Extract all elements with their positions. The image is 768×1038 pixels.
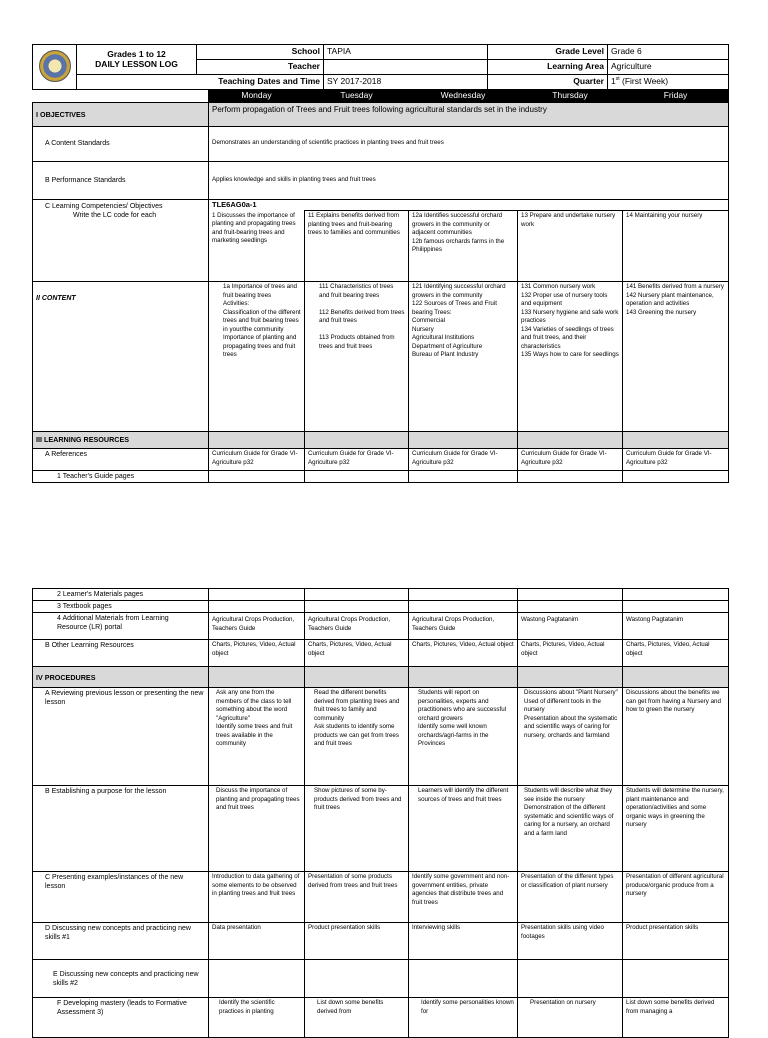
learners-materials-monday [209, 589, 305, 601]
objectives-row [33, 102, 729, 126]
quarter-value [608, 75, 729, 90]
reference-thursday: Curriculum Guide for Grade VI-Agriculture p32 [518, 449, 623, 471]
teacher-value [324, 60, 488, 75]
reference-friday: Curriculum Guide for Grade VI-Agriculture p32 [623, 449, 729, 471]
deped-seal-logo [39, 50, 71, 82]
procedures-wednesday [409, 667, 518, 688]
content-monday: 1a Importance of trees and fruit bearing trees Activities: Classification of the different trees and fruit bearing trees in your/the community Importance of planting and propagating trees and fruit trees [209, 282, 305, 432]
teaching-dates-value: SY 2017-2018 [324, 75, 488, 90]
day-thursday: Thursday [518, 90, 623, 103]
discuss-1-monday: Data presentation [209, 923, 305, 960]
procedures-thursday [518, 667, 623, 688]
day-header-row [33, 90, 729, 103]
examples-row [33, 872, 729, 923]
day-wednesday: Wednesday [409, 90, 518, 103]
performance-standards-text: Applies knowledge and skills in planting trees and fruit trees [209, 161, 729, 199]
textbook-row [33, 601, 729, 613]
competency-thursday: 13 Prepare and undertake nursery work [518, 211, 623, 282]
competency-friday: 14 Maintaining your nursery [623, 211, 729, 282]
content-standards-row [33, 126, 729, 161]
teachers-guide-label: 1 Teacher's Guide pages [33, 471, 209, 483]
purpose-label: B Establishing a purpose for the lesson [33, 786, 209, 872]
discuss-2-monday [209, 960, 305, 998]
resources-label: III LEARNING RESOURCES [33, 432, 209, 449]
quarter-ordinal: st [615, 76, 620, 83]
title-line-1: Grades 1 to 12 [107, 48, 166, 59]
content-standards-label: A Content Standards [33, 126, 209, 161]
examples-thursday: Presentation of the different types or classification of plant nursery [518, 872, 623, 923]
examples-friday: Presentation of different agricultural produce/organic produce from a nursery [623, 872, 729, 923]
discuss-2-friday [623, 960, 729, 998]
procedures-label: IV PROCEDURES [33, 667, 209, 688]
discuss-2-label: E Discussing new concepts and practicing new skills #2 [33, 960, 209, 998]
other-tuesday: Charts, Pictures, Video, Actual object [305, 640, 409, 667]
teachers-guide-wednesday [409, 471, 518, 483]
learning-area-value: Agriculture [608, 60, 729, 75]
textbook-label: 3 Textbook pages [33, 601, 209, 613]
mastery-wednesday: Identify some personalities known for [409, 998, 518, 1038]
review-thursday: Discussions about "Plant Nursery" Used of different tools in the nursery Presentation about the systematic and scientific ways of caring for nursery, orchards and farmland [518, 688, 623, 786]
textbook-monday [209, 601, 305, 613]
procedures-row [33, 667, 729, 688]
review-tuesday: Read the different benefits derived from planting trees and fruit trees to family and community Ask students to identify some products we can get from trees and fruit trees [305, 688, 409, 786]
purpose-row [33, 786, 729, 872]
lesson-log-page-1 [32, 89, 729, 483]
day-monday: Monday [209, 90, 305, 103]
day-tuesday: Tuesday [305, 90, 409, 103]
competencies-label [33, 199, 209, 281]
content-friday: 141 Benefits derived from a nursery 142 Nursery plant maintenance, operation and activities 143 Greening the nursery [623, 282, 729, 432]
other-friday: Charts, Pictures, Video, Actual object [623, 640, 729, 667]
lesson-log-header [32, 44, 729, 90]
learners-materials-label: 2 Learner's Materials pages [33, 589, 209, 601]
competency-wednesday: 12a Identifies successful orchard growers in the community or adjacent communities 12b famous orchards farms in the Philippines [409, 211, 518, 282]
quarter-number: 1 [611, 76, 616, 87]
grade-level-label: Grade Level [488, 45, 608, 60]
quarter-week: (First Week) [619, 76, 669, 87]
teachers-guide-row [33, 471, 729, 483]
mastery-monday: Identify the scientific practices in planting [209, 998, 305, 1038]
additional-friday: Wastong Pagtatanim [623, 613, 729, 640]
additional-materials-label: 4 Additional Materials from Learning Resource (LR) portal [33, 613, 209, 640]
textbook-tuesday [305, 601, 409, 613]
discuss-2-wednesday [409, 960, 518, 998]
learners-materials-wednesday [409, 589, 518, 601]
purpose-thursday: Students will describe what they see inside the nursery Demonstration of the different systematic and scientific ways of caring for a nursery, an orchard and a farm land [518, 786, 623, 872]
examples-monday: Introduction to data gathering of some elements to be observed in planting trees and fruit trees [209, 872, 305, 923]
performance-standards-row [33, 161, 729, 199]
teacher-label: Teacher [197, 60, 324, 75]
resources-row [33, 432, 729, 449]
examples-tuesday: Presentation of some products derived from trees and fruit trees [305, 872, 409, 923]
teachers-guide-monday [209, 471, 305, 483]
review-wednesday: Students will report on personalities, experts and practitioners who are successful orchard growers Identify some well known orchards/agri-farms in the Provinces [409, 688, 518, 786]
school-label: School [197, 45, 324, 60]
resources-wednesday [409, 432, 518, 449]
additional-monday: Agricultural Crops Production, Teachers Guide [209, 613, 305, 640]
teachers-guide-tuesday [305, 471, 409, 483]
resources-friday [623, 432, 729, 449]
examples-label: C Presenting examples/instances of the new lesson [33, 872, 209, 923]
textbook-friday [623, 601, 729, 613]
mastery-thursday: Presentation on nursery [518, 998, 623, 1038]
content-tuesday: 111 Characteristics of trees and fruit bearing trees 112 Benefits derived from trees and fruit trees 113 Products obtained from trees and fruit trees [305, 282, 409, 432]
review-label: A Reviewing previous lesson or presenting the new lesson [33, 688, 209, 786]
log-title [77, 45, 197, 75]
procedures-friday [623, 667, 729, 688]
additional-wednesday: Agricultural Crops Production, Teachers Guide [409, 613, 518, 640]
teachers-guide-friday [623, 471, 729, 483]
mastery-tuesday: List down some benefits derived from [305, 998, 409, 1038]
references-row [33, 449, 729, 471]
references-label: A References [33, 449, 209, 471]
discuss-2-tuesday [305, 960, 409, 998]
other-thursday: Charts, Pictures, Video, Actual object [518, 640, 623, 667]
lc-code: TLE6AG0a-1 [209, 199, 729, 210]
teaching-dates-label: Teaching Dates and Time [77, 75, 324, 90]
discuss-1-tuesday: Product presentation skills [305, 923, 409, 960]
teachers-guide-thursday [518, 471, 623, 483]
discuss-1-row [33, 923, 729, 960]
school-value: TAPIA [324, 45, 488, 60]
competency-tuesday: 11 Explains benefits derived from planting trees and fruit-bearing trees to families and communities [305, 211, 409, 282]
other-monday: Charts, Pictures, Video, Actual object [209, 640, 305, 667]
objectives-text: Perform propagation of Trees and Fruit trees following agricultural standards set in the industry [209, 102, 729, 126]
textbook-thursday [518, 601, 623, 613]
reference-wednesday: Curriculum Guide for Grade VI-Agriculture p32 [409, 449, 518, 471]
additional-materials-row [33, 613, 729, 640]
discuss-1-wednesday: Interviewing skills [409, 923, 518, 960]
learning-area-label: Learning Area [488, 60, 608, 75]
content-row [33, 282, 729, 432]
other-resources-row [33, 640, 729, 667]
day-header-blank [33, 90, 209, 103]
learners-materials-thursday [518, 589, 623, 601]
purpose-wednesday: Learners will identify the different sources of trees and fruit trees [409, 786, 518, 872]
additional-thursday: Wastong Pagtatanim [518, 613, 623, 640]
competency-monday: 1 Discusses the importance of planting and propagating trees and fruit-bearing trees and marketing seedlings [209, 211, 305, 282]
purpose-monday: Discuss the importance of planting and propagating trees and fruit trees [209, 786, 305, 872]
resources-tuesday [305, 432, 409, 449]
discuss-1-thursday: Presentation skills using video footages [518, 923, 623, 960]
content-standards-text: Demonstrates an understanding of scientific practices in planting trees and fruit trees [209, 126, 729, 161]
review-friday: Discussions about the benefits we can get from having a Nursery and how to green the nursery [623, 688, 729, 786]
purpose-friday: Students will determine the nursery, plant maintenance and operation/activities and some organic ways in greening the nursery [623, 786, 729, 872]
performance-standards-label: B Performance Standards [33, 161, 209, 199]
review-monday: Ask any one from the members of the class to tell something about the word "Agriculture" Identify some trees and fruit trees available in the community [209, 688, 305, 786]
content-label: II CONTENT [33, 282, 209, 432]
discuss-1-friday: Product presentation skills [623, 923, 729, 960]
mastery-row [33, 998, 729, 1038]
discuss-2-row [33, 960, 729, 998]
competencies-label-line-2: Write the LC code for each [73, 211, 157, 219]
learners-materials-tuesday [305, 589, 409, 601]
quarter-label: Quarter [488, 75, 608, 90]
title-line-2: DAILY LESSON LOG [95, 58, 178, 69]
grade-level-value: Grade 6 [608, 45, 729, 60]
mastery-label: F Developing mastery (leads to Formative Assessment 3) [33, 998, 209, 1038]
content-thursday: 131 Common nursery work 132 Proper use of nursery tools and equipment 133 Nursery hygiene and safe work practices 134 Varieties of seedlings of trees and fruit trees, and their characteristics 135 Ways how to care for seedlings [518, 282, 623, 432]
resources-monday [209, 432, 305, 449]
learners-materials-row [33, 589, 729, 601]
lesson-log-page-2 [32, 588, 729, 1038]
purpose-tuesday: Show pictures of some by-products derived from trees and fruit trees [305, 786, 409, 872]
objectives-label: I OBJECTIVES [33, 102, 209, 126]
procedures-tuesday [305, 667, 409, 688]
procedures-monday [209, 667, 305, 688]
mastery-friday: List down some benefits derived from managing a [623, 998, 729, 1038]
review-row [33, 688, 729, 786]
lc-code-row [33, 199, 729, 210]
discuss-2-thursday [518, 960, 623, 998]
day-friday: Friday [623, 90, 729, 103]
competencies-label-line-1: C Learning Competencies/ Objectives [45, 202, 163, 210]
discuss-1-label: D Discussing new concepts and practicing new skills #1 [33, 923, 209, 960]
content-wednesday: 121 Identifying successful orchard growers in the community 122 Sources of Trees and Fruit bearing Trees: Commercial Nursery Agricultural Institutions Department of Agriculture Bureau of Plant Industry [409, 282, 518, 432]
learners-materials-friday [623, 589, 729, 601]
resources-thursday [518, 432, 623, 449]
deped-seal-cell [33, 45, 77, 90]
reference-tuesday: Curriculum Guide for Grade VI-Agriculture p32 [305, 449, 409, 471]
textbook-wednesday [409, 601, 518, 613]
examples-wednesday: Identify some government and non-government entities, private agencies that distribute trees and fruit trees [409, 872, 518, 923]
other-resources-label: B Other Learning Resources [33, 640, 209, 667]
additional-tuesday: Agricultural Crops Production, Teachers Guide [305, 613, 409, 640]
other-wednesday: Charts, Pictures, Video, Actual object [409, 640, 518, 667]
reference-monday: Curriculum Guide for Grade VI-Agriculture p32 [209, 449, 305, 471]
